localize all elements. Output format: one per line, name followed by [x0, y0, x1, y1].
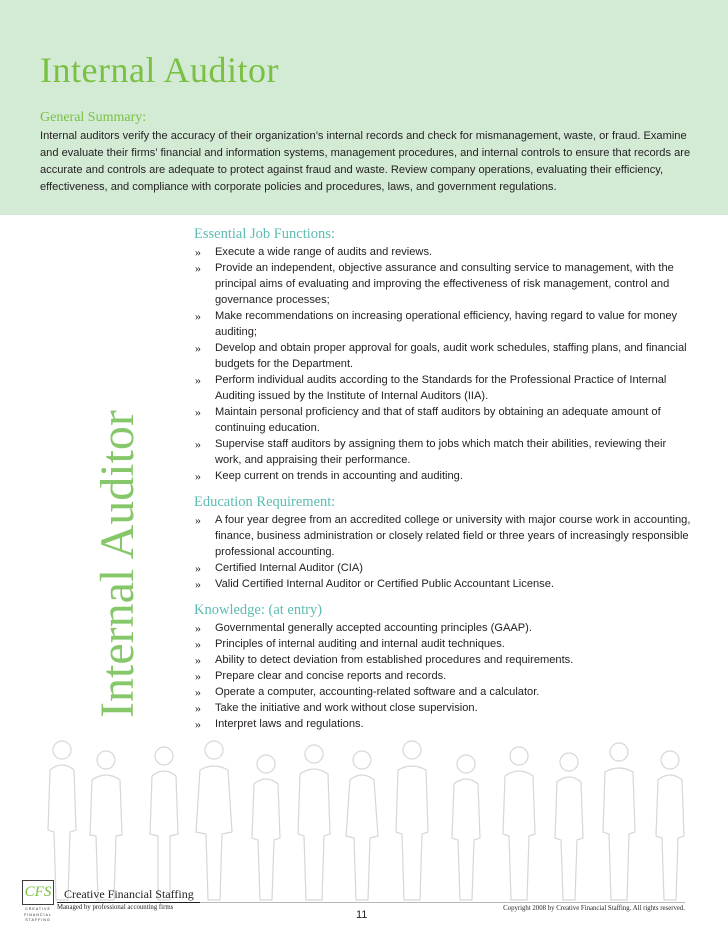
summary-heading: General Summary:: [40, 110, 147, 125]
list-item: [194, 468, 694, 484]
bullet-icon: »: [195, 637, 201, 651]
logo-word: CREATIVE: [25, 907, 51, 911]
bullet-icon: »: [195, 469, 201, 483]
section-heading: Essential Job Functions:: [194, 226, 335, 242]
list-item-text: Supervise staff auditors by assigning them to jobs which match their abilities, reviewing their work, and appraising their performance.: [215, 438, 667, 466]
copyright-notice: Copyright 2008 by Creative Financial Staffing. All rights reserved.: [503, 905, 685, 912]
list-item: [194, 684, 694, 700]
list-item-text: Valid Certified Internal Auditor or Certified Public Accountant License.: [215, 578, 554, 590]
bullet-list: [194, 620, 694, 732]
main-content: [194, 226, 694, 742]
bullet-icon: »: [195, 341, 201, 355]
list-item-text: Maintain personal proficiency and that of staff auditors by obtaining an adequate amount of continuing education.: [215, 406, 661, 434]
list-item-text: Develop and obtain proper approval for goals, audit work schedules, staffing plans, and financial budgets for the Department.: [215, 342, 687, 370]
side-title: Internal Auditor: [91, 410, 144, 718]
list-item: [194, 668, 694, 684]
summary-text: Internal auditors verify the accuracy of their organization’s internal records and check for mismanagement, waste, or fraud. Examine and evaluate their firms’ financial and information systems, management procedures, and internal controls to ensure that records are accurate and controls are adequate to protect against fraud and waste. Review company operations, evaluating their efficiency, effectiveness, and compliance with corporate policies and procedures, laws, and government regulations.: [40, 130, 691, 193]
bullet-icon: »: [195, 653, 201, 667]
bullet-icon: »: [195, 513, 201, 527]
bullet-icon: »: [195, 685, 201, 699]
list-item: [194, 260, 694, 308]
list-item: [194, 652, 694, 668]
list-item-text: Interpret laws and regulations.: [215, 718, 364, 730]
list-item-text: Provide an independent, objective assurance and consulting service to management, with the principal aims of evaluating and improving the effectiveness of risk management, control and governance processes;: [215, 262, 674, 306]
section-job-functions: [194, 226, 694, 484]
bullet-icon: »: [195, 373, 201, 387]
list-item-text: Ability to detect deviation from established procedures and requirements.: [215, 654, 574, 666]
list-item: [194, 372, 694, 404]
page-number: 11: [356, 909, 368, 921]
bullet-icon: »: [195, 717, 201, 731]
bullet-icon: »: [195, 577, 201, 591]
list-item: [194, 404, 694, 436]
logo-word: FINANCIAL: [24, 912, 52, 917]
bullet-icon: »: [195, 561, 201, 575]
section-education: [194, 494, 694, 592]
silhouette-group: [48, 741, 684, 900]
list-item-text: A four year degree from an accredited college or university with major course work in accounting, finance, business administration or closely related field or three years of increasingly responsible professional accounting.: [215, 514, 691, 558]
section-knowledge: [194, 602, 694, 732]
list-item: [194, 340, 694, 372]
bullet-icon: »: [195, 261, 201, 275]
logo-mark: CFS: [22, 880, 54, 905]
company-logo: [22, 880, 54, 924]
list-item-text: Prepare clear and concise reports and records.: [215, 670, 447, 682]
list-item: [194, 636, 694, 652]
logo-word: STAFFING: [25, 918, 51, 922]
list-item-text: Perform individual audits according to the Standards for the Professional Practice of Internal Auditing issued by the Institute of Internal Auditors (IIA).: [215, 374, 667, 402]
company-name: Creative Financial Staffing: [64, 887, 194, 901]
list-item-text: Governmental generally accepted accounting principles (GAAP).: [215, 622, 532, 634]
section-heading: Knowledge: (at entry): [194, 602, 323, 618]
bullet-icon: »: [195, 621, 201, 635]
company-tagline: Managed by professional accounting firms: [57, 904, 174, 911]
list-item: [194, 620, 694, 636]
list-item: [194, 576, 694, 592]
list-item: [194, 512, 694, 560]
list-item-text: Operate a computer, accounting-related software and a calculator.: [215, 686, 540, 698]
list-item-text: Certified Internal Auditor (CIA): [215, 562, 363, 574]
company-divider: [57, 902, 205, 903]
footer-divider: [200, 902, 685, 903]
bullet-icon: »: [195, 437, 201, 451]
list-item-text: Execute a wide range of audits and reviews.: [215, 246, 433, 258]
list-item: [194, 308, 694, 340]
bullet-icon: »: [195, 701, 201, 715]
bullet-icon: »: [195, 245, 201, 259]
bullet-icon: »: [195, 405, 201, 419]
list-item-text: Principles of internal auditing and internal audit techniques.: [215, 638, 505, 650]
list-item: [194, 700, 694, 716]
section-heading: Education Requirement:: [194, 494, 336, 510]
bullet-list: [194, 244, 694, 484]
bullet-icon: »: [195, 669, 201, 683]
bullet-list: [194, 512, 694, 592]
list-item: [194, 560, 694, 576]
logo-words: [22, 907, 54, 924]
page-title: Internal Auditor: [40, 50, 279, 90]
list-item-text: Make recommendations on increasing operational efficiency, having regard to value for money auditing;: [215, 310, 678, 338]
list-item-text: Keep current on trends in accounting and auditing.: [215, 470, 463, 482]
list-item-text: Take the initiative and work without close supervision.: [215, 702, 478, 714]
bullet-icon: »: [195, 309, 201, 323]
list-item: [194, 436, 694, 468]
list-item: [194, 244, 694, 260]
list-item: [194, 716, 694, 732]
